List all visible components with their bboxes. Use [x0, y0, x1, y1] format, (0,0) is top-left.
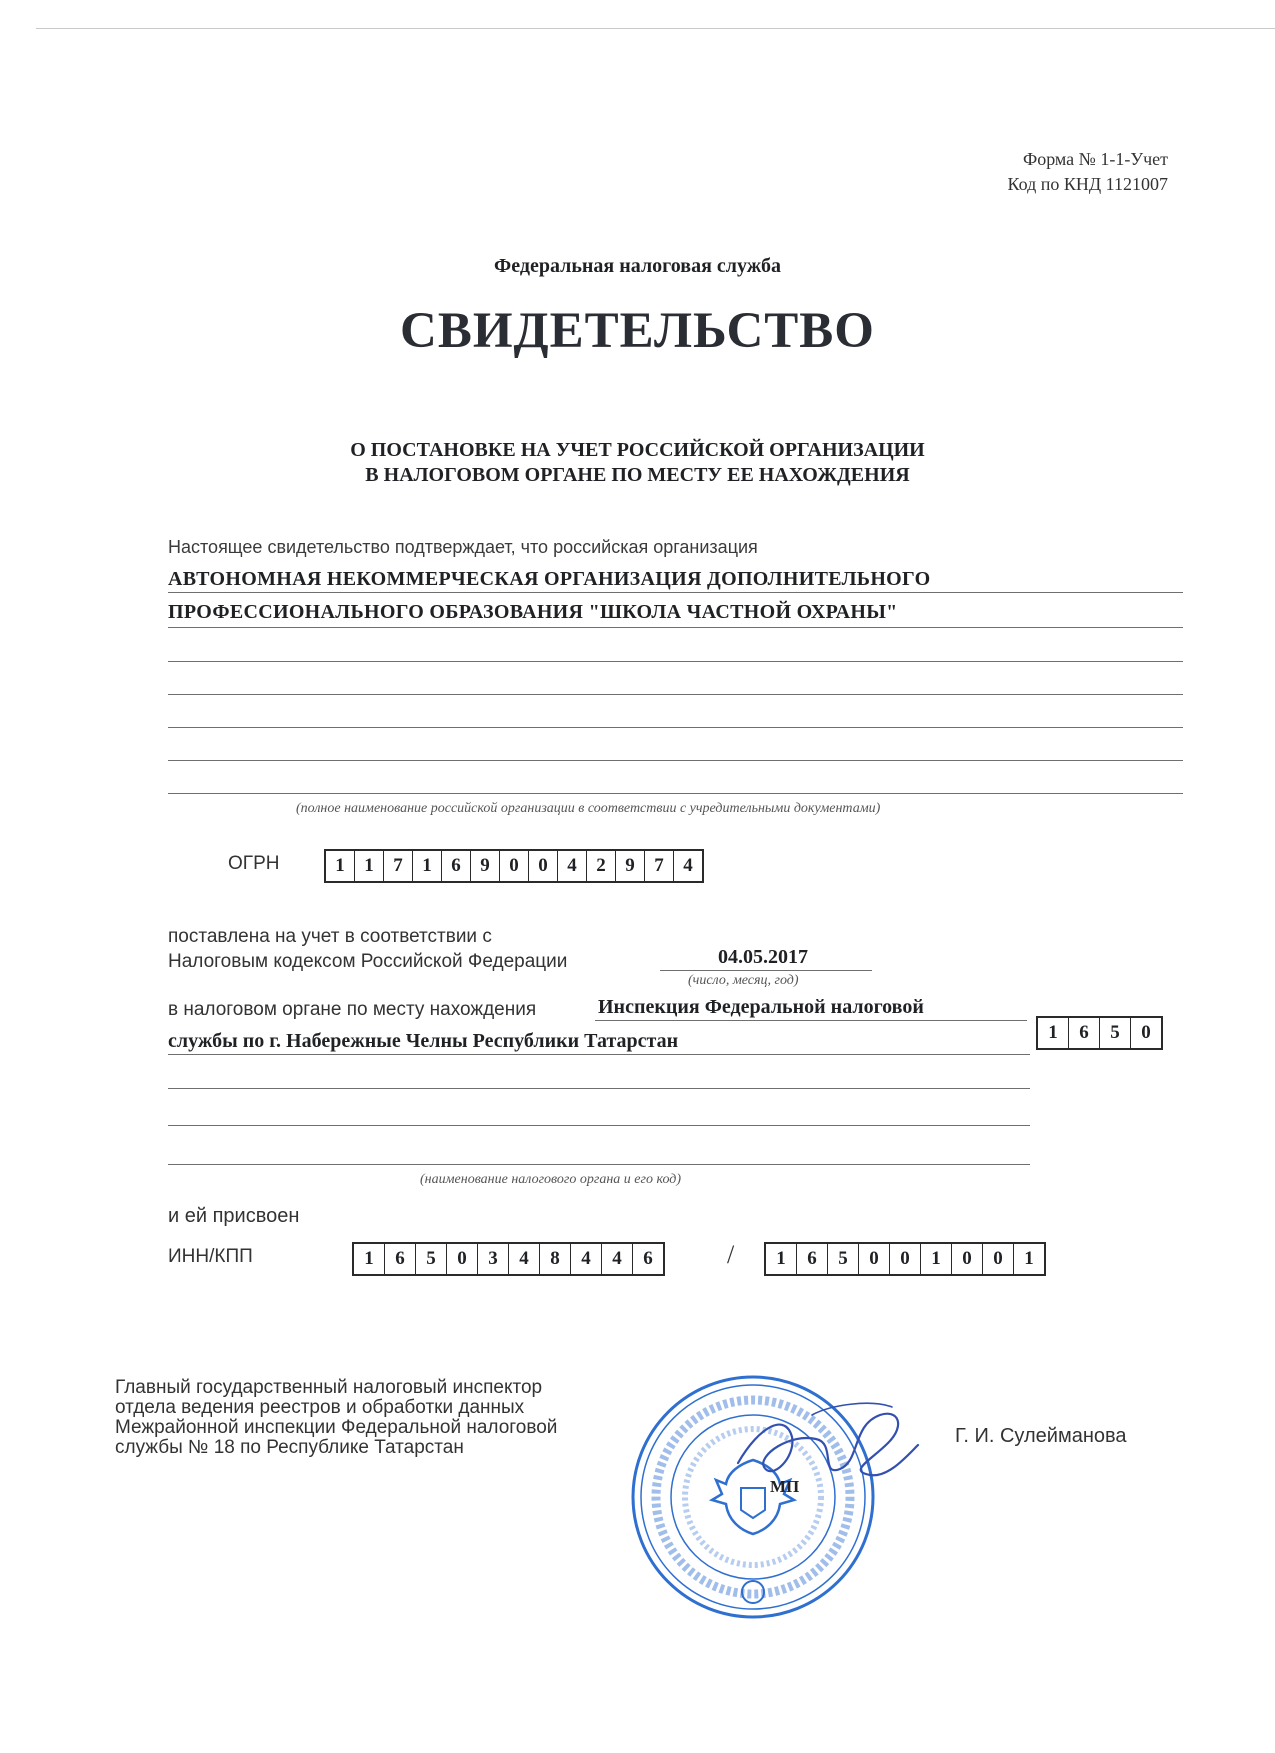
fill-line	[168, 592, 1183, 593]
kpp-boxes	[764, 1242, 1046, 1276]
inn-digit: 6	[384, 1244, 415, 1274]
ogrn-digit: 1	[335, 855, 345, 876]
kpp-digit: 0	[951, 1244, 982, 1274]
inn-digit: 8	[539, 1244, 570, 1274]
tax-authority-name-line-2: службы по г. Набережные Челны Республики Татарстан	[168, 1030, 679, 1052]
fill-line	[168, 627, 1183, 628]
form-info	[1008, 147, 1169, 197]
kpp-digit: 1	[1013, 1244, 1044, 1274]
date-line	[660, 970, 872, 971]
tax-authority-name-line-1: Инспекция Федеральной налоговой	[598, 996, 924, 1018]
document-subtitle	[0, 438, 1275, 488]
ogrn-digit: 6	[441, 851, 470, 881]
inn-digit: 4	[601, 1244, 632, 1274]
fill-line	[168, 1054, 1030, 1055]
fill-line	[168, 1125, 1030, 1126]
inn-kpp-separator: /	[727, 1240, 735, 1269]
signer-position	[115, 1378, 557, 1458]
ogrn-digit: 7	[383, 851, 412, 881]
kpp-digit: 1	[776, 1248, 786, 1269]
organization-name-caption: (полное наименование российской организации в соответствии с учредительными документами)	[296, 801, 881, 816]
inn-digit: 4	[508, 1244, 539, 1274]
inn-boxes	[352, 1242, 665, 1276]
registration-line-2: Налоговым кодексом Российской Федерации	[168, 951, 568, 972]
tax-authority-caption: (наименование налогового органа и его код)	[420, 1172, 682, 1187]
assigned-label: и ей присвоен	[168, 1205, 300, 1227]
kpp-digit: 0	[889, 1244, 920, 1274]
inn-digit: 5	[415, 1244, 446, 1274]
fill-line	[595, 1020, 1027, 1021]
kpp-digit: 0	[858, 1244, 889, 1274]
ogrn-label: ОГРН	[228, 853, 280, 874]
document-title: СВИДЕТЕЛЬСТВО	[400, 303, 875, 359]
form-number: Форма № 1-1-Учет	[1022, 149, 1168, 169]
ogrn-digit: 4	[673, 851, 702, 881]
inn-digit: 4	[570, 1244, 601, 1274]
signer-position-line-3: Межрайонной инспекции Федеральной налоговой	[115, 1417, 558, 1438]
inn-digit: 6	[632, 1244, 663, 1274]
organization-name-line-1: АВТОНОМНАЯ НЕКОММЕРЧЕСКАЯ ОРГАНИЗАЦИЯ ДОПОЛНИТЕЛЬНОГО	[168, 568, 931, 590]
organization-name-line-2: ПРОФЕССИОНАЛЬНОГО ОБРАЗОВАНИЯ "ШКОЛА ЧАСТНОЙ ОХРАНЫ"	[168, 601, 898, 623]
signer-position-line-1: Главный государственный налоговый инспектор	[115, 1377, 543, 1398]
inn-digit: 0	[446, 1244, 477, 1274]
ogrn-digit: 1	[412, 851, 441, 881]
signer-position-line-2: отдела ведения реестров и обработки данных	[115, 1397, 525, 1418]
signature-icon	[720, 1385, 930, 1505]
ogrn-digit: 2	[586, 851, 615, 881]
date-caption: (число, месяц, год)	[688, 973, 799, 988]
tax-authority-code-digit: 6	[1068, 1018, 1099, 1048]
fill-line	[168, 1164, 1030, 1165]
ogrn-boxes	[324, 849, 704, 883]
fill-line	[168, 694, 1183, 695]
ogrn-digit: 1	[354, 851, 383, 881]
agency-name: Федеральная налоговая служба	[494, 255, 781, 277]
ogrn-digit: 0	[528, 851, 557, 881]
subtitle-line-2: В НАЛОГОВОМ ОРГАНЕ ПО МЕСТУ ЕЕ НАХОЖДЕНИЯ	[365, 464, 910, 486]
fill-line	[168, 727, 1183, 728]
scan-edge-line	[36, 28, 1275, 29]
kpp-digit: 1	[920, 1244, 951, 1274]
fill-line	[168, 1088, 1030, 1089]
registration-date: 04.05.2017	[718, 946, 808, 968]
tax-authority-label: в налоговом органе по месту нахождения	[168, 999, 537, 1020]
ogrn-digit: 9	[615, 851, 644, 881]
ogrn-digit: 4	[557, 851, 586, 881]
signer-name: Г. И. Сулейманова	[955, 1425, 1127, 1447]
fill-line	[168, 760, 1183, 761]
inn-digit: 1	[364, 1248, 374, 1269]
kpp-digit: 6	[796, 1244, 827, 1274]
fill-line	[168, 661, 1183, 662]
signer-position-line-4: службы № 18 по Республике Татарстан	[115, 1437, 464, 1458]
tax-authority-code-digit: 5	[1099, 1018, 1130, 1048]
inn-digit: 3	[477, 1244, 508, 1274]
tax-authority-code-digit: 1	[1048, 1022, 1058, 1043]
kpp-digit: 5	[827, 1244, 858, 1274]
knd-code: Код по КНД 1121007	[1007, 174, 1168, 194]
registration-line-1: поставлена на учет в соответствии с	[168, 926, 492, 947]
fill-line	[168, 793, 1183, 794]
subtitle-line-1: О ПОСТАНОВКЕ НА УЧЕТ РОССИЙСКОЙ ОРГАНИЗАЦИИ	[350, 439, 925, 461]
ogrn-digit: 0	[499, 851, 528, 881]
intro-text: Настоящее свидетельство подтверждает, что российская организация	[168, 537, 758, 557]
inn-kpp-label: ИНН/КПП	[168, 1246, 253, 1267]
ogrn-digit: 9	[470, 851, 499, 881]
seal-mark: МП	[770, 1477, 800, 1496]
kpp-digit: 0	[982, 1244, 1013, 1274]
ogrn-digit: 7	[644, 851, 673, 881]
tax-authority-code-boxes	[1036, 1016, 1163, 1050]
tax-authority-code-digit: 0	[1130, 1018, 1161, 1048]
